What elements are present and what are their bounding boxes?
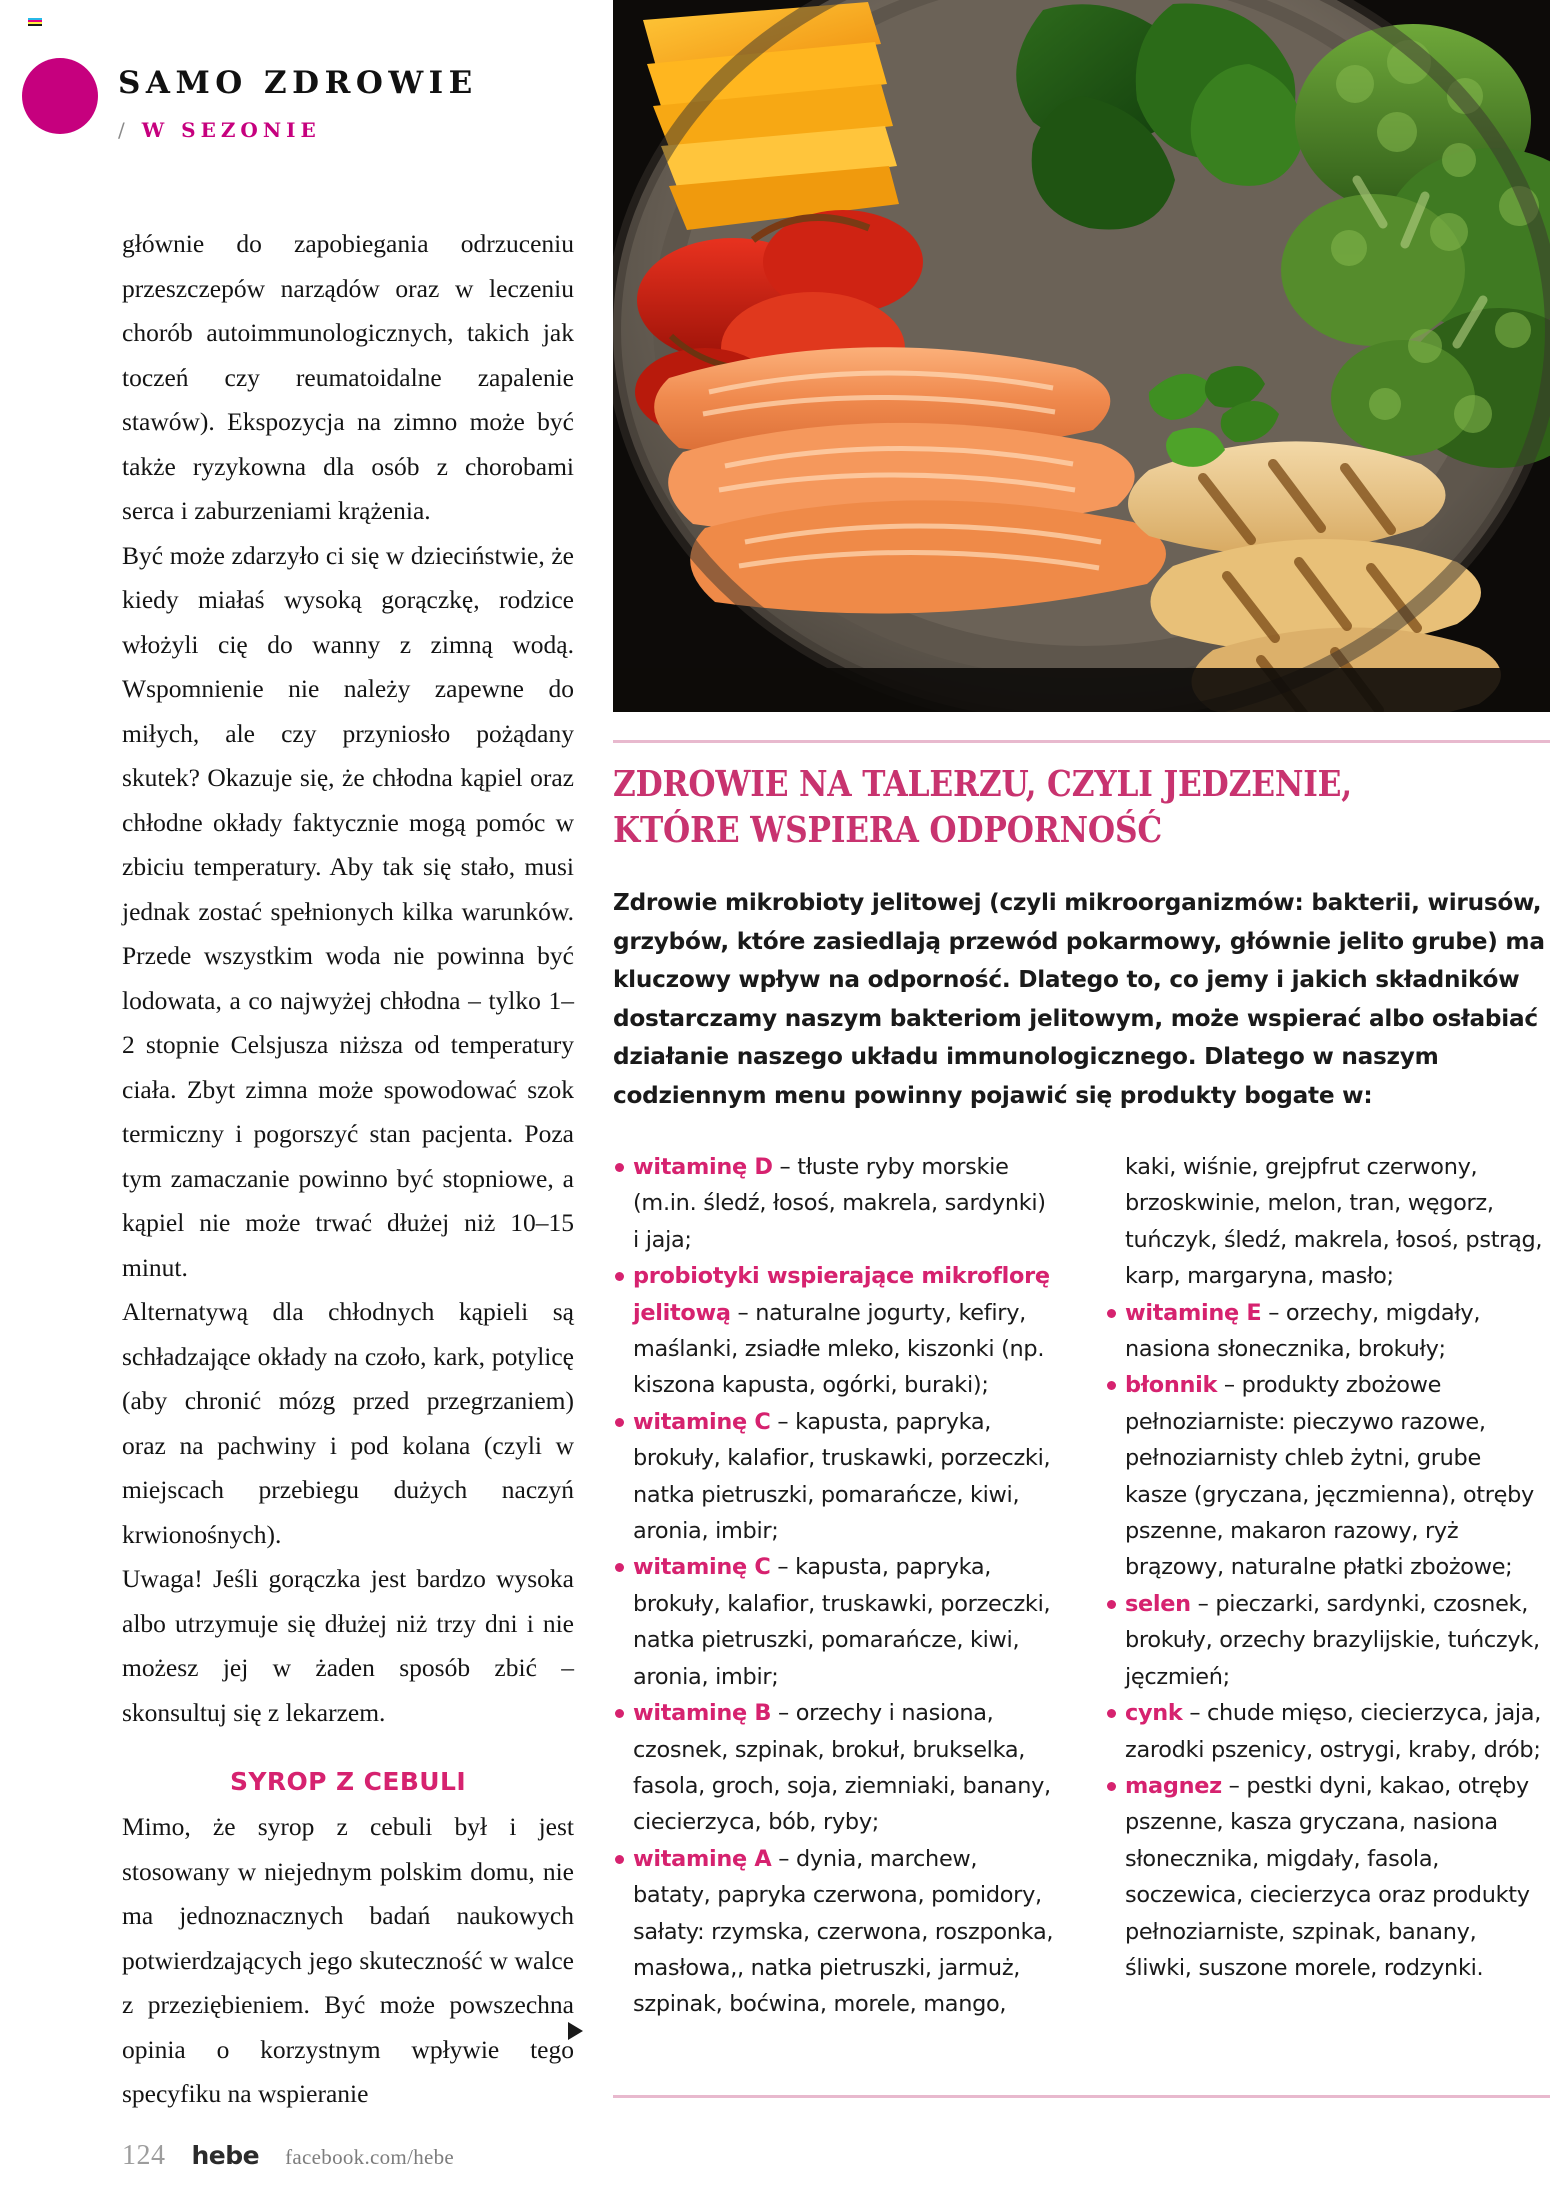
section-subtitle [118,118,321,142]
article-right-column [613,740,1550,2023]
section-subtitle-label: W SEZONIE [141,118,321,142]
list-item-text: – pieczarki, sardynki, czosnek, brokuły, orzechy brazylijskie, tuńczyk, jęczmień; [1125,1590,1540,1690]
list-item-text: – kapusta, papryka, brokuły, kalafior, truskawki, porzeczki, natka pietruszki, pomarańcze, kiwi, aronia, imbir; [633,1554,1051,1690]
divider-top [613,740,1550,743]
list-item [613,1841,1057,2023]
masthead [22,40,582,160]
list-item-keyword: witaminę D [633,1154,773,1180]
divider-bottom [613,2095,1550,2098]
list-item-keyword: probiotyki wspierające mikroflorę jelitową [633,1263,1050,1326]
list-item-keyword: witaminę E [1125,1299,1262,1326]
salmon-fillets [654,347,1166,613]
intro-paragraph: Zdrowie mikrobioty jelitowej (czyli mikroorganizmów: bakterii, wirusów, grzybów, które zasiedlają przewód pokarmowy, głównie jelito grube) ma kluczowy wpływ na odporność. Dlatego to, co jemy i jakich składników dostarczamy naszym bakteriom jelitowym, może wspierać albo osłabiać działanie naszego układu immunologicznego. Dlatego w naszym codziennym menu powinny pojawić się produkty bogate w: [613,889,1545,1109]
social-link[interactable]: facebook.com/hebe [285,2145,455,2169]
list-item [1105,1367,1549,1585]
list-item-text: – produkty zbożowe pełnoziarniste: pieczywo razowe, pełnoziarnisty chleb żytni, grube kasze (gryczana, jęczmienna), otręby pszenne, makaron razowy, ryż brązowy, naturalne płatki zbożowe; [1125,1372,1535,1581]
headline-line-2: KTÓRE WSPIERA ODPORNOŚĆ [613,810,1163,851]
bullet-lists [613,1149,1550,2023]
paragraph: Być może zdarzyło ci się w dzieciństwie, że kiedy miałaś wysoką gorączkę, rodzice włożyli cię do wanny z zimną wodą. Wspomnienie nie należy zapewne do miłych, ale czy przyniosło pożądany skutek? Okazuje się, że chłodna kąpiel oraz chłodne okłady faktycznie mogą pomóc w zbiciu temperatury. Aby tak się stało, musi jednak zostać spełnionych kilka warunków. Przede wszystkim woda nie powinna być lodowata, a co najwyżej chłodna – tylko 1–2 stopnie Celsjusza niższa od temperatury ciała. Zbyt zimna może spowodować szok termiczny i pogorszyć stan pacjenta. Poza tym zamaczanie powinno być stopniowe, a kąpiel nie może trwać dłużej niż 10–15 minut. [122,540,574,1282]
slash-separator: / [118,118,130,142]
registration-marks [28,18,42,27]
list-item [613,1404,1057,1550]
list-item-text: – tłuste ryby morskie (m.in. śledź, łosoś, makrela, sardynki) i jaja; [633,1154,1046,1253]
list-item-keyword: cynk [1125,1700,1183,1727]
list-item [613,1549,1057,1695]
list-item-keyword: witaminę A [633,1845,772,1872]
list-item-continuation [1105,1149,1549,1295]
headline-line-1: ZDROWIE NA TALERZU, CZYLI JEDZENIE, [613,764,1352,805]
list-item [613,1149,1057,1258]
list-item-text: – chude mięso, ciecierzyca, jaja, zarodki pszenicy, ostrygi, kraby, drób; [1125,1700,1542,1763]
feature-headline [613,762,1545,854]
list-item [1105,1586,1549,1695]
list-item-keyword: selen [1125,1590,1191,1617]
paragraph: Mimo, że syrop z cebuli był i jest stosowany w niejednym polskim domu, nie ma jednoznacznych badań naukowych potwierdzających jego skuteczność w walce z przeziębieniem. Być może powszechna opinia o korzystnym wpływie tego specyfiku na wspieranie [122,1812,574,2108]
list-item-keyword: witaminę C [633,1408,771,1435]
list-item-keyword: magnez [1125,1772,1222,1799]
page-footer [122,2140,454,2172]
list-item-text: – dynia, marchew, bataty, papryka czerwona, pomidory, sałaty: rzymska, czerwona, roszponka, masłowa,, natka pietruszki, jarmuż, szpinak, boćwina, morele, mango, [633,1845,1054,2018]
bullet-column-left [613,1149,1057,2023]
bullet-column-right [1105,1149,1549,1986]
list-item [1105,1695,1549,1768]
subsection-heading: SYROP Z CEBULI [229,1767,467,1796]
list-item [1105,1768,1549,1986]
paragraph: Alternatywą dla chłodnych kąpieli są schładzające okłady na czoło, kark, potylicę (aby chronić mózg przed przegrzaniem) oraz na pachwiny i pod kolana (czyli w miejscach przebiegu dużych naczyń krwionośnych). [122,1297,574,1549]
list-item [613,1695,1057,1841]
list-item-text: – pestki dyni, kakao, otręby pszenne, kasza gryczana, nasiona słonecznika, migdały, fasola, soczewica, ciecierzyca oraz produkty pełnoziarniste, szpinak, banany, śliwki, suszone morele, rodzynki. [1125,1772,1530,1981]
list-item-keyword: błonnik [1125,1372,1218,1399]
list-item-keyword: witaminę B [633,1700,772,1727]
list-item-keyword: witaminę C [633,1554,771,1581]
page-title: SAMO ZDROWIE [118,65,478,101]
paragraph: głównie do zapobiegania odrzuceniu przeszczepów narządów oraz w leczeniu chorób autoimmunologicznych, takich jak toczeń czy reumatoidalne zapalenie stawów). Ekspozycja na zimno może być także ryzykowna dla osób z chorobami serca i zaburzeniami krążenia. [122,229,574,525]
list-item [1105,1295,1549,1368]
paragraph: Uwaga! Jeśli gorączka jest bardzo wysoka albo utrzymuje się dłużej niż trzy dni i nie możesz jej w żaden sposób zbić – skonsultuj się z lekarzem. [122,1564,574,1727]
list-item [613,1258,1057,1404]
magenta-circle-logo [22,58,98,134]
list-item-text: kaki, wiśnie, grejpfrut czerwony, brzoskwinie, melon, tran, węgorz, tuńczyk, śledź, makrela, łosoś, pstrąg, karp, margaryna, masło; [1125,1154,1543,1290]
brand-logo: hebe [191,2141,260,2170]
list-item-text: – naturalne jogurty, kefiry, maślanki, zsiadłe mleko, kiszonki (np. kiszona kapusta, ogórki, buraki); [633,1299,1045,1399]
list-item-text: – orzechy i nasiona, czosnek, szpinak, brokuł, brukselka, fasola, groch, soja, ziemniaki, banany, ciecierzyca, bób, ryby; [633,1700,1051,1836]
list-item-text: – kapusta, papryka, brokuły, kalafior, truskawki, porzeczki, natka pietruszki, pomarańcze, kiwi, aronia, imbir; [633,1408,1051,1545]
article-left-column [122,222,574,2117]
food-photograph [613,0,1550,712]
page-number: 124 [122,2140,166,2171]
plate-illustration [613,0,1550,712]
continuation-arrow-icon [568,2022,583,2040]
list-item-text: – orzechy, migdały, nasiona słonecznika, brokuły; [1125,1299,1481,1363]
